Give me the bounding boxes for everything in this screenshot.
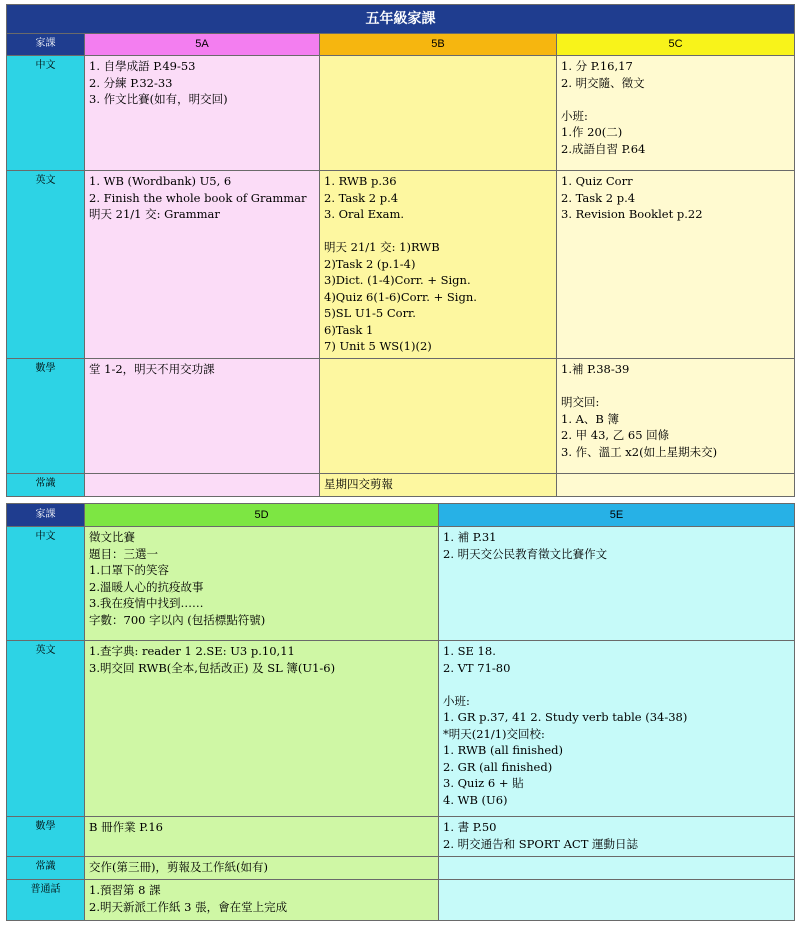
cell-line: 7) Unit 5 WS(1)(2) bbox=[324, 339, 432, 353]
cell-line: 4)Quiz 6(1-6)Corr. + Sign. bbox=[324, 289, 477, 304]
cell-line: 2.成語自習 P.64 bbox=[561, 141, 646, 156]
cell-line: 3. Quiz 6 + 貼 bbox=[443, 776, 524, 790]
row-putonghua bbox=[7, 880, 795, 921]
cell-line: 2. VT 71-80 bbox=[443, 660, 511, 675]
cell-line: 字數：700 字以內 (包括標點符號) bbox=[89, 612, 266, 627]
cell-5c-english bbox=[557, 171, 795, 359]
cell-5a-gs bbox=[85, 474, 320, 497]
header-5b: 5B bbox=[320, 34, 557, 56]
cell-line: 2. 明天交公民教育徵文比賽作文 bbox=[443, 546, 608, 561]
header-row bbox=[7, 504, 795, 527]
row-english bbox=[7, 641, 795, 817]
cell-line: 1.預習第 8 課 bbox=[89, 883, 161, 897]
cell-line: 1.口罩下的笑容 bbox=[89, 563, 169, 577]
cell-line: 2. 明交隨、徵文 bbox=[561, 75, 645, 90]
row-chinese bbox=[7, 527, 795, 641]
cell-line bbox=[443, 676, 790, 693]
cell-line: B 冊作業 P.16 bbox=[89, 820, 163, 834]
cell-line: 3. 作文比賽(如有，明交回) bbox=[89, 92, 228, 106]
cell-5b-gs bbox=[320, 474, 557, 497]
cell-line: 小班: bbox=[443, 693, 470, 708]
subject-label: 常識 bbox=[7, 474, 85, 497]
cell-5e-putonghua bbox=[439, 880, 795, 921]
subject-label: 英文 bbox=[7, 641, 85, 817]
cell-line: 2. 分練 P.32-33 bbox=[89, 75, 173, 90]
row-english bbox=[7, 171, 795, 359]
cell-5d-putonghua bbox=[85, 880, 439, 921]
cell-line: 5)SL U1-5 Corr. bbox=[324, 306, 416, 320]
cell-5b-chinese bbox=[320, 56, 557, 171]
cell-line: 3. Revision Booklet p.22 bbox=[561, 207, 703, 221]
cell-line: 1. A、B 簿 bbox=[561, 411, 620, 426]
cell-line: 明天 21/1 交: 1)RWB bbox=[324, 240, 440, 254]
subject-label: 常識 bbox=[7, 857, 85, 880]
cell-line bbox=[324, 223, 552, 240]
cell-line: 6)Task 1 bbox=[324, 322, 374, 337]
subject-label: 中文 bbox=[7, 56, 85, 171]
cell-line bbox=[561, 378, 790, 395]
header-homework: 家課 bbox=[7, 34, 85, 56]
subject-label: 普通話 bbox=[7, 880, 85, 921]
cell-5a-chinese bbox=[85, 56, 320, 171]
header-5a: 5A bbox=[85, 34, 320, 56]
cell-line: 3.明交回 RWB(全本,包括改正) 及 SL 簿(U1-6) bbox=[89, 660, 336, 675]
cell-5d-chinese bbox=[85, 527, 439, 641]
subject-label: 數學 bbox=[7, 359, 85, 474]
cell-line: 1. WB (Wordbank) U5, 6 bbox=[89, 174, 232, 188]
cell-5e-math bbox=[439, 817, 795, 857]
cell-5a-english bbox=[85, 171, 320, 359]
cell-line: 2.溫暖人心的抗疫故事 bbox=[89, 579, 204, 594]
cell-line: 3)Dict. (1-4)Corr. + Sign. bbox=[324, 273, 471, 287]
cell-line: 小班: bbox=[561, 108, 588, 123]
subject-label: 數學 bbox=[7, 817, 85, 857]
cell-line: 交作(第三冊)，剪報及工作紙(如有) bbox=[89, 860, 268, 874]
cell-line: 明天 21/1 交: Grammar bbox=[89, 207, 220, 221]
subject-label: 中文 bbox=[7, 527, 85, 641]
cell-5b-math bbox=[320, 359, 557, 474]
table-5abc bbox=[6, 4, 795, 497]
cell-5b-english bbox=[320, 171, 557, 359]
cell-line: 2. Finish the whole book of Grammar bbox=[89, 190, 307, 205]
cell-line: 2.明天新派工作紙 3 張，會在堂上完成 bbox=[89, 899, 288, 914]
cell-line: 1. 分 P.16,17 bbox=[561, 59, 633, 73]
cell-line: 2. GR (all finished) bbox=[443, 759, 553, 774]
header-5c: 5C bbox=[557, 34, 795, 56]
cell-line bbox=[561, 91, 790, 108]
cell-line: 4. WB (U6) bbox=[443, 792, 508, 807]
cell-line: 2. 明交通告和 SPORT ACT 運動日誌 bbox=[443, 836, 639, 851]
cell-5a-math bbox=[85, 359, 320, 474]
header-row bbox=[7, 34, 795, 56]
cell-line: 1.補 P.38-39 bbox=[561, 362, 630, 376]
cell-5e-chinese bbox=[439, 527, 795, 641]
cell-line: 2)Task 2 (p.1-4) bbox=[324, 256, 416, 271]
cell-5e-english bbox=[439, 641, 795, 817]
cell-line: 1. RWB (all finished) bbox=[443, 743, 564, 757]
cell-5e-gs bbox=[439, 857, 795, 880]
row-chinese bbox=[7, 56, 795, 171]
cell-line: 1. 書 P.50 bbox=[443, 820, 497, 834]
cell-line: 徵文比賽 bbox=[89, 530, 135, 544]
row-general-studies bbox=[7, 474, 795, 497]
cell-line: 2. Task 2 p.4 bbox=[561, 190, 636, 205]
cell-line: 堂 1-2，明天不用交功課 bbox=[89, 362, 215, 376]
subject-label: 英文 bbox=[7, 171, 85, 359]
cell-line: 1. GR p.37, 41 2. Study verb table (34-38) bbox=[443, 710, 688, 724]
row-math bbox=[7, 359, 795, 474]
cell-line: 1.查字典: reader 1 2.SE: U3 p.10,11 bbox=[89, 644, 295, 658]
cell-5c-chinese bbox=[557, 56, 795, 171]
cell-line: 3.我在疫情中找到…… bbox=[89, 596, 204, 610]
cell-5c-math bbox=[557, 359, 795, 474]
row-general-studies bbox=[7, 857, 795, 880]
row-math bbox=[7, 817, 795, 857]
cell-line: 1.作 20(二) bbox=[561, 125, 623, 139]
cell-5c-gs bbox=[557, 474, 795, 497]
cell-5d-math bbox=[85, 817, 439, 857]
cell-5d-english bbox=[85, 641, 439, 817]
table-5de bbox=[6, 503, 795, 921]
cell-line: 1. SE 18. bbox=[443, 644, 496, 658]
cell-line: 2. 甲 43, 乙 65 回條 bbox=[561, 428, 670, 442]
cell-line: 題目：三選一 bbox=[89, 546, 158, 561]
cell-line: 1. Quiz Corr bbox=[561, 174, 633, 188]
cell-line: 1. RWB p.36 bbox=[324, 174, 397, 188]
page-title: 五年級家課 bbox=[7, 5, 795, 34]
cell-line: 2. Task 2 p.4 bbox=[324, 190, 399, 205]
cell-line: *明天(21/1)交回校: bbox=[443, 726, 545, 741]
cell-line: 1. 自學成語 P.49-53 bbox=[89, 59, 196, 73]
header-5d: 5D bbox=[85, 504, 439, 527]
cell-5d-gs bbox=[85, 857, 439, 880]
header-5e: 5E bbox=[439, 504, 795, 527]
cell-line: 3. Oral Exam. bbox=[324, 207, 405, 221]
cell-line: 明交回: bbox=[561, 395, 600, 409]
cell-line: 星期四交剪報 bbox=[324, 477, 393, 491]
cell-line: 1. 補 P.31 bbox=[443, 530, 497, 544]
cell-line: 3. 作、溫工 x2(如上星期未交) bbox=[561, 444, 718, 459]
header-homework: 家課 bbox=[7, 504, 85, 527]
